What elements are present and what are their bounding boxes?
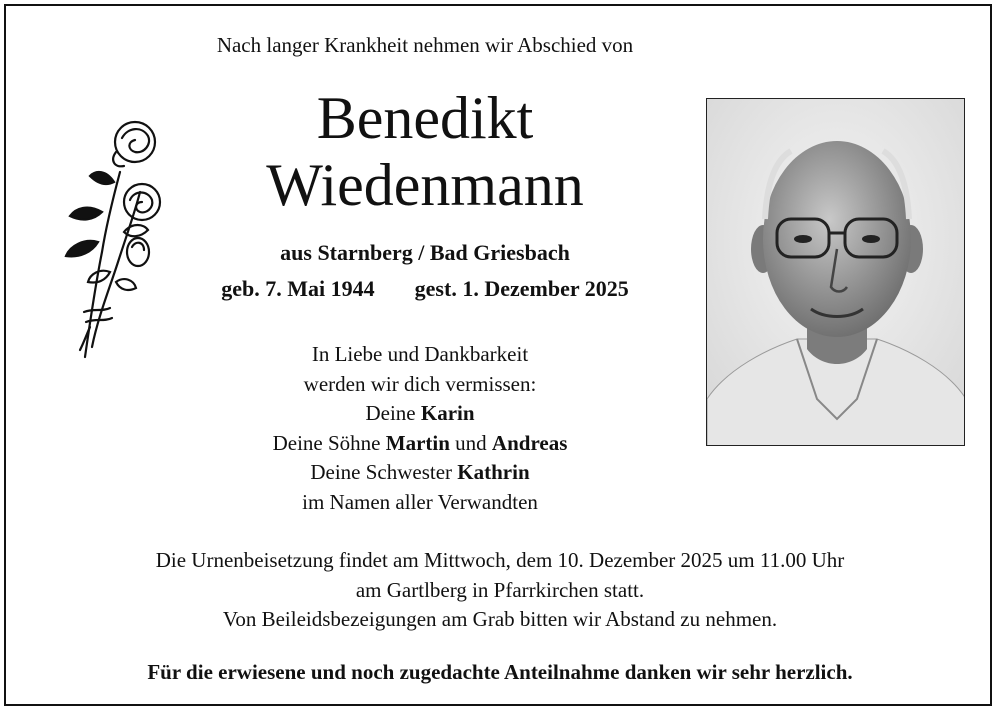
- funeral-line: am Gartlberg in Pfarrkirchen statt.: [355, 577, 645, 602]
- verse-line: In Liebe und Dankbarkeit: [311, 342, 529, 366]
- intro-text: Nach langer Krankheit nehmen wir Abschied von: [216, 33, 634, 57]
- birth-date: geb. 7. Mai 1944: [221, 276, 375, 301]
- son-name: Andreas: [491, 430, 568, 455]
- portrait-photo: [706, 98, 965, 446]
- last-name: Wiedenmann: [266, 152, 584, 218]
- mourners-verse: [200, 340, 640, 517]
- son-name: Martin: [385, 430, 450, 455]
- wife-name: Karin: [420, 401, 475, 425]
- rose-icon: [40, 112, 170, 367]
- funeral-notice: [0, 546, 1000, 635]
- thanks-text: Für die erwiesene und noch zugedachte Anteilnahme danken wir sehr herzlich.: [147, 660, 853, 684]
- origin-text: aus Starnberg / Bad Griesbach: [280, 240, 570, 265]
- sons-line: [200, 429, 640, 459]
- first-name: Benedikt: [316, 85, 534, 151]
- sister-line: [200, 458, 640, 488]
- sister-name: Kathrin: [457, 460, 530, 484]
- sister-prefix: Deine Schwester: [310, 460, 458, 484]
- funeral-line: Die Urnenbeisetzung findet am Mittwoch, dem 10. Dezember 2025 um 11.00 Uhr: [155, 548, 845, 572]
- wife-prefix: Deine: [365, 401, 421, 425]
- death-date: gest. 1. Dezember 2025: [414, 276, 629, 301]
- verse-line: werden wir dich vermissen:: [303, 371, 537, 396]
- relatives-line: im Namen aller Verwandten: [302, 489, 538, 514]
- sons-and: und: [449, 430, 492, 455]
- funeral-line: Von Beileidsbezeigungen am Grab bitten wir Abstand zu nehmen.: [222, 607, 778, 631]
- sons-prefix: Deine Söhne: [272, 430, 386, 455]
- wife-line: [200, 399, 640, 429]
